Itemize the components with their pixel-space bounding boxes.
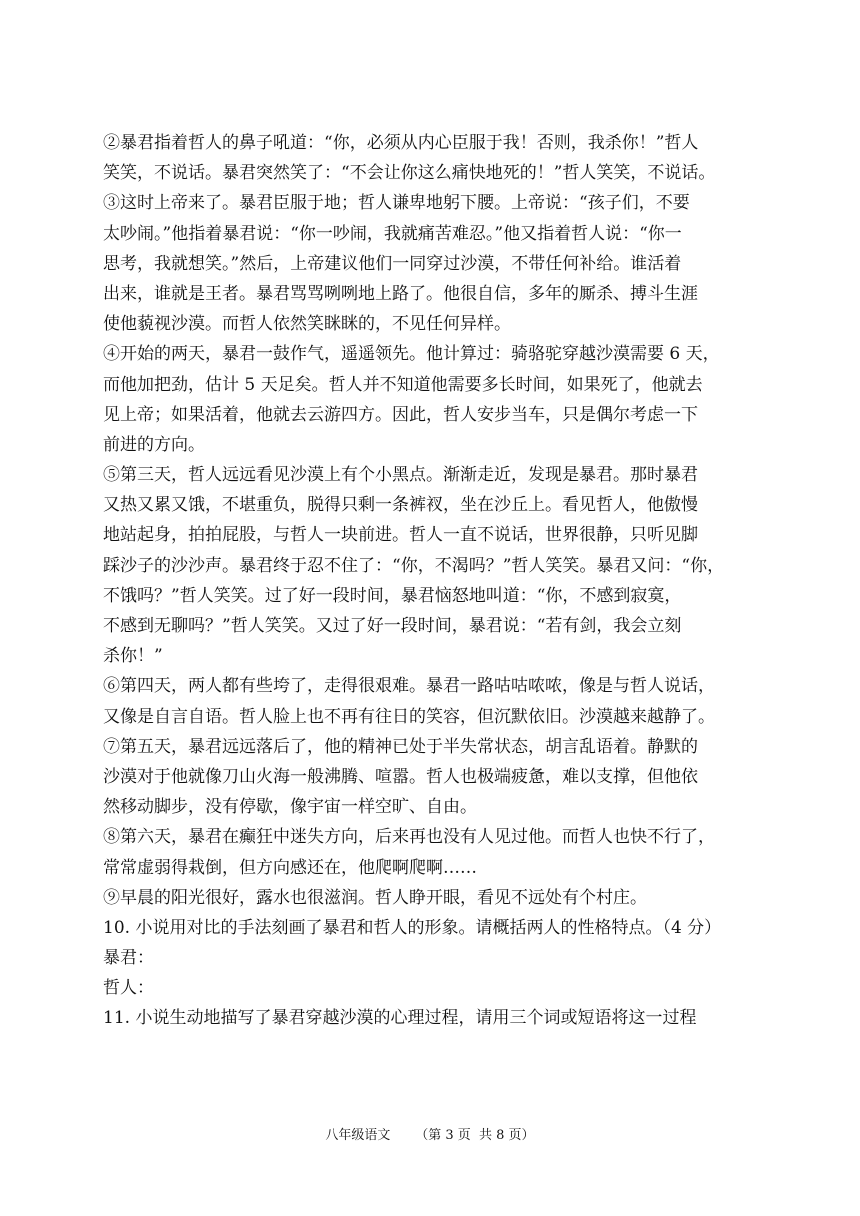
text-line: 地站起身，拍拍屁股，与哲人一块前进。哲人一直不说话，世界很静，只听见脚 bbox=[103, 525, 698, 546]
text-line: 然移动脚步，没有停歇，像宇宙一样空旷、自由。 bbox=[103, 797, 477, 818]
article-body bbox=[103, 128, 763, 1034]
text-line: 出来，谁就是王者。暴君骂骂咧咧地上路了。他很自信，多年的厮杀、搏斗生涯 bbox=[103, 283, 698, 304]
question-11: 11. 小说生动地描写了暴君穿越沙漠的心理过程，请用三个词或短语将这一过程 bbox=[103, 1008, 697, 1029]
text-line: 又像是自言自语。哲人脸上也不再有往日的笑容，但沉默依旧。沙漠越来越静了。 bbox=[103, 706, 715, 727]
answer-label-philosopher: 哲人： bbox=[103, 978, 154, 999]
text-line: 使他藐视沙漠。而哲人依然笑眯眯的，不见任何异样。 bbox=[103, 314, 511, 335]
text-line: 踩沙子的沙沙声。暴君终于忍不住了：“你，不渴吗？”哲人笑笑。暴君又问：“你， bbox=[103, 555, 725, 576]
text-line: 又热又累又饿，不堪重负，脱得只剩一条裤衩，坐在沙丘上。看见哲人，他傲慢 bbox=[103, 495, 698, 516]
text-line: 见上帝；如果活着，他就去云游四方。因此，哲人安步当车，只是偶尔考虑一下 bbox=[103, 404, 698, 425]
text-line: ⑨早晨的阳光很好，露水也很滋润。哲人睁开眼，看见不远处有个村庄。 bbox=[103, 887, 647, 908]
text-line: 杀你！” bbox=[103, 646, 163, 667]
text-line: ⑦第五天，暴君远远落后了，他的精神已处于半失常状态，胡言乱语着。静默的 bbox=[103, 736, 698, 757]
text-line: ③这时上帝来了。暴君臣服于地；哲人谦卑地躬下腰。上帝说：“孩子们，不要 bbox=[103, 193, 690, 214]
page-footer: 八年级语文 （第 3 页 共 8 页） bbox=[325, 1128, 535, 1143]
text-line: ④开始的两天，暴君一鼓作气，遥遥领先。他计算过：骑骆驼穿越沙漠需要 6 天， bbox=[103, 344, 720, 365]
text-line: ⑥第四天，两人都有些垮了，走得很艰难。暴君一路咕咕哝哝，像是与哲人说话， bbox=[103, 676, 715, 697]
text-line: 思考，我就想笑。”然后，上帝建议他们一同穿过沙漠，不带任何补给。谁活着 bbox=[103, 253, 682, 274]
text-line: 沙漠对于他就像刀山火海一般沸腾、喧嚣。哲人也极端疲惫，难以支撑，但他依 bbox=[103, 766, 698, 787]
text-line: 不饿吗？”哲人笑笑。过了好一段时间，暴君恼怒地叫道：“你，不感到寂寞， bbox=[103, 585, 682, 606]
text-line: 笑笑，不说话。暴君突然笑了：“不会让你这么痛快地死的！”哲人笑笑，不说话。 bbox=[103, 163, 716, 184]
text-line: 常常虚弱得栽倒，但方向感还在，他爬啊爬啊…… bbox=[103, 857, 477, 878]
text-line: 前进的方向。 bbox=[103, 434, 205, 455]
text-line: ②暴君指着哲人的鼻子吼道：“你，必须从内心臣服于我！否则，我杀你！”哲人 bbox=[103, 133, 699, 153]
answer-label-tyrant: 暴君： bbox=[103, 948, 154, 969]
text-line: 而他加把劲，估计 5 天足矣。哲人并不知道他需要多长时间，如果死了，他就去 bbox=[103, 374, 703, 395]
text-line: 不感到无聊吗？”哲人笑笑。又过了好一段时间，暴君说：“若有剑，我会立刻 bbox=[103, 616, 682, 636]
text-line: ⑧第六天，暴君在癫狂中迷失方向，后来再也没有人见过他。而哲人也快不行了， bbox=[103, 827, 715, 848]
question-10: 10. 小说用对比的手法刻画了暴君和哲人的形象。请概括两人的性格特点。（4 分） bbox=[103, 917, 722, 938]
text-line: 太吵闹。”他指着暴君说：“你一吵闹，我就痛苦难忍。”他又指着哲人说：“你一 bbox=[103, 223, 682, 244]
text-line: ⑤第三天，哲人远远看见沙漠上有个小黑点。渐渐走近，发现是暴君。那时暴君 bbox=[103, 465, 698, 486]
